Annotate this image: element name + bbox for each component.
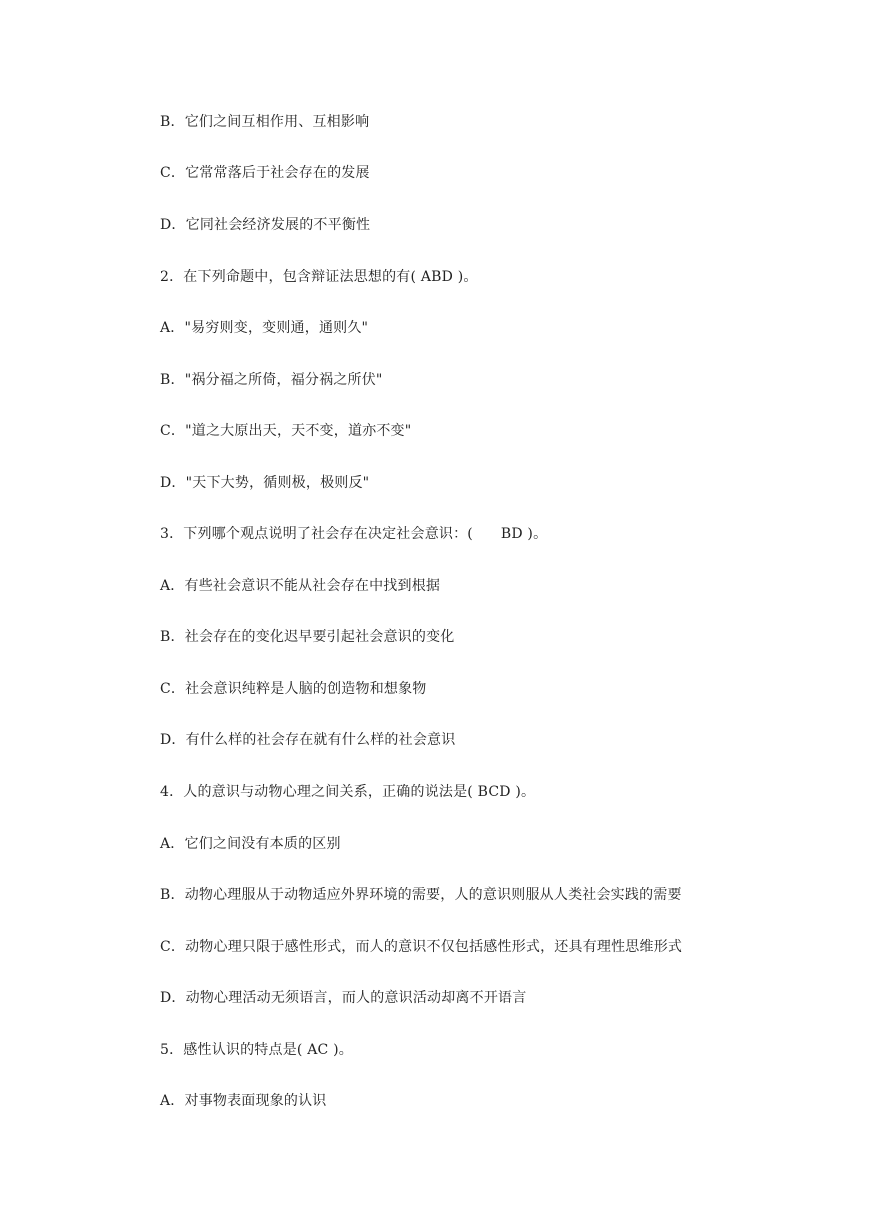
option-b-q2: B．"祸分福之所倚，福分祸之所伏": [160, 372, 383, 388]
option-c-q4: C．动物心理只限于感性形式，而人的意识不仅包括感性形式，还具有理性思维形式: [160, 939, 683, 955]
question-2: 2．在下列命题中，包含辩证法思想的有( ABD )。: [160, 269, 478, 285]
question-4: 4．人的意识与动物心理之间关系，正确的说法是( BCD )。: [160, 784, 536, 800]
option-a-q5: A．对事物表面现象的认识: [160, 1093, 327, 1109]
option-b-q3: B．社会存在的变化迟早要引起社会意识的变化: [160, 629, 455, 645]
option-c-q1: C．它常常落后于社会存在的发展: [160, 165, 370, 181]
option-d-q4: D．动物心理活动无须语言，而人的意识活动却离不开语言: [160, 990, 527, 1006]
option-a-q4: A．它们之间没有本质的区别: [160, 836, 341, 852]
option-d-q2: D．"天下大势，循则极，极则反": [160, 475, 370, 491]
option-d-q3: D．有什么样的社会存在就有什么样的社会意识: [160, 732, 456, 748]
option-b-q4: B．动物心理服从于动物适应外界环境的需要，人的意识则服从人类社会实践的需要: [160, 887, 682, 903]
question-3: 3．下列哪个观点说明了社会存在决定社会意识：( BD )。: [160, 526, 548, 542]
question-5: 5．感性认识的特点是( AC )。: [160, 1042, 353, 1058]
option-b-q1: B．它们之间互相作用、互相影响: [160, 114, 370, 130]
option-c-q2: C．"道之大原出天，天不变，道亦不变": [160, 423, 412, 439]
option-a-q2: A．"易穷则变，变则通，通则久": [160, 320, 369, 336]
option-c-q3: C．社会意识纯粹是人脑的创造物和想象物: [160, 681, 427, 697]
option-d-q1: D．它同社会经济发展的不平衡性: [160, 217, 371, 233]
option-a-q3: A．有些社会意识不能从社会存在中找到根据: [160, 578, 441, 594]
